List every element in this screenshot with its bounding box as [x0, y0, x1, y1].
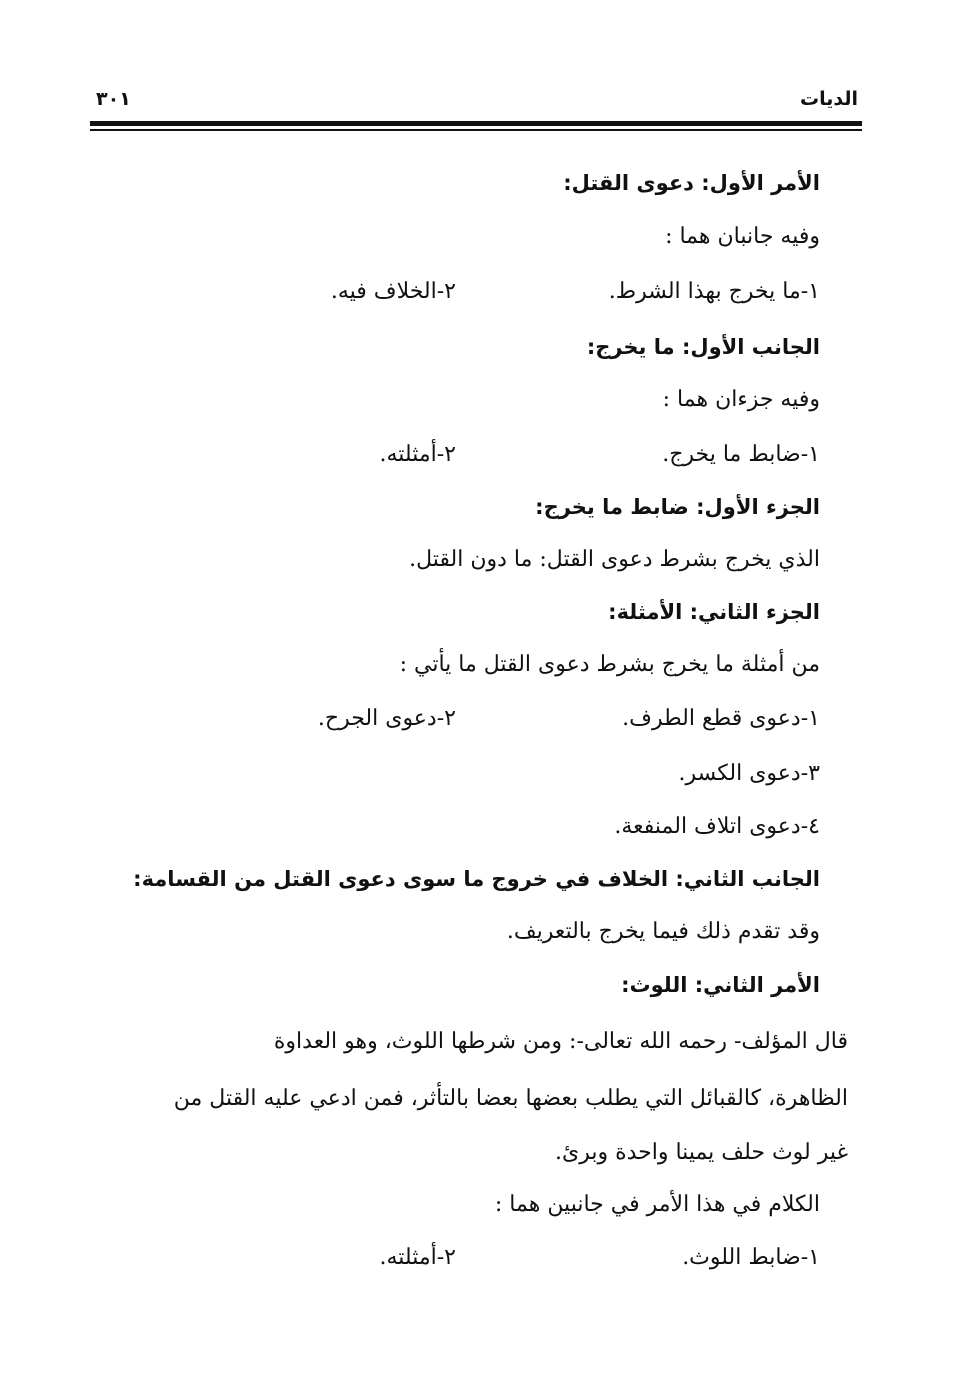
text-line: وقد تقدم ذلك فيما يخرج بالتعريف. [506, 919, 820, 944]
list-item: ١-ضابط اللوث. [682, 1245, 820, 1270]
list-item: ١-دعوى قطع الطرف. [622, 706, 820, 731]
text-line: الذي يخرج بشرط دعوى القتل: ما دون القتل. [409, 547, 820, 572]
heading-first-matter: الأمر الأول: دعوى القتل: [563, 171, 820, 195]
text-line: الكلام في هذا الأمر في جانبين هما : [494, 1192, 820, 1217]
paragraph-line: الظاهرة، كالقبائل التي يطلب بعضها بعضا بالتأثر، فمن ادعي عليه القتل من [173, 1086, 848, 1111]
text-line: وفيه جزءان هما : [662, 387, 820, 412]
paragraph-line: قال المؤلف- رحمه الله تعالى-: ومن شرطها اللوث، وهو العداوة [273, 1029, 848, 1054]
header-rule-thin [90, 129, 862, 131]
list-item: ٢-الخلاف فيه. [330, 279, 456, 304]
list-item: ١-ضابط ما يخرج. [662, 442, 820, 467]
heading-first-side: الجانب الأول: ما يخرج: [586, 335, 820, 359]
list-item: ١-ما يخرج بهذا الشرط. [608, 279, 820, 304]
list-item: ٢-دعوى الجرح. [317, 706, 456, 731]
heading-first-part: الجزء الأول: ضابط ما يخرج: [535, 495, 820, 519]
list-item: ٣-دعوى الكسر. [678, 761, 820, 786]
list-item: ٢-أمثلته. [379, 442, 456, 467]
heading-second-side: الجانب الثاني: الخلاف في خروج ما سوى دعوى القتل من القسامة: [133, 867, 820, 891]
header-rule-thick [90, 121, 862, 126]
text-line: من أمثلة ما يخرج بشرط دعوى القتل ما يأتي : [399, 652, 820, 677]
page-number: ٣٠١ [96, 88, 131, 110]
running-header-title: الديات [800, 88, 858, 110]
paragraph-line: غير لوث حلف يمينا واحدة وبرئ. [554, 1140, 848, 1165]
list-item: ٤-دعوى اتلاف المنفعة. [614, 814, 820, 839]
text-line: وفيه جانبان هما : [665, 224, 820, 249]
heading-second-matter: الأمر الثاني: اللوث: [621, 973, 820, 997]
heading-second-part: الجزء الثاني: الأمثلة: [608, 600, 820, 624]
list-item: ٢-أمثلته. [379, 1245, 456, 1270]
